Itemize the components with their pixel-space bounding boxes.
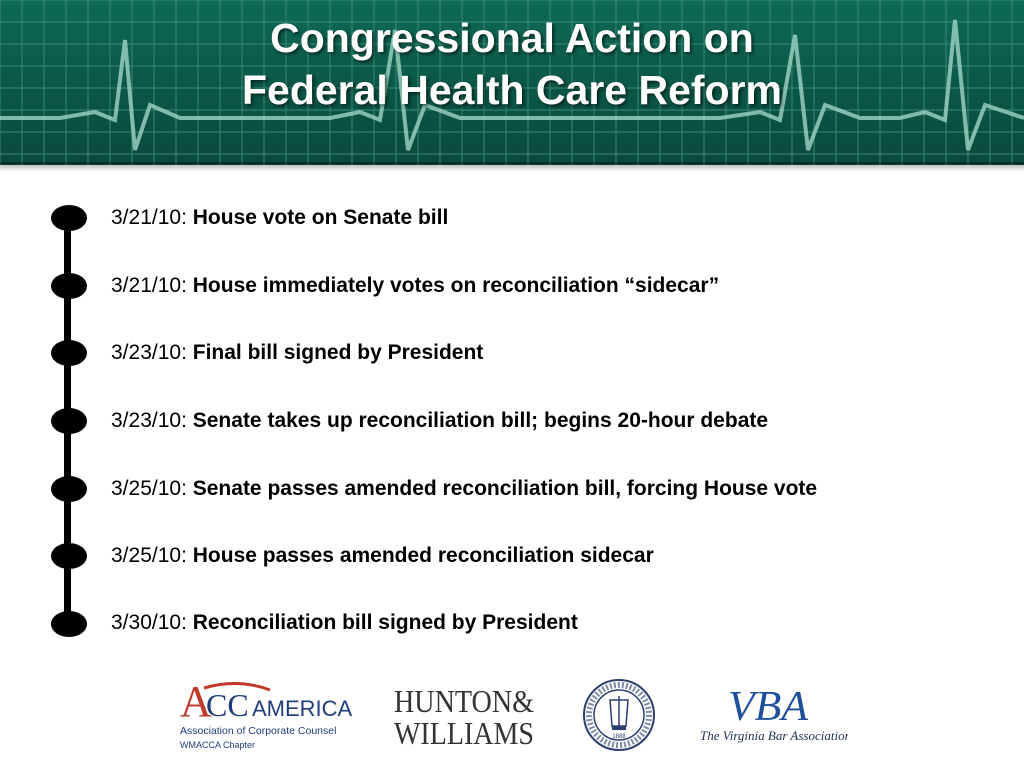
hunton-word: HUNTON& (394, 683, 535, 719)
event-description: House immediately votes on reconciliation “sidecar” (192, 274, 720, 297)
sponsor-logos (0, 670, 1024, 760)
timeline-event (111, 611, 578, 635)
event-date: 3/25/10: (111, 477, 187, 500)
event-date: 3/21/10: (111, 206, 187, 229)
timeline-event (111, 544, 654, 568)
williams-word: WILLIAMS (394, 715, 534, 751)
acc-america-logo (178, 678, 358, 754)
timeline-dot (51, 408, 87, 434)
vba-mark: VBA (728, 684, 809, 730)
header-shadow (0, 162, 1024, 172)
event-description: House vote on Senate bill (192, 206, 449, 229)
city-seal-icon (582, 678, 656, 752)
vba-logo (698, 678, 848, 758)
timeline-dot (51, 543, 87, 569)
acc-chapter: WMACCA Chapter (180, 740, 256, 750)
event-date: 3/30/10: (111, 611, 187, 634)
title-line-2: Federal Health Care Reform (241, 67, 782, 113)
vba-name: The Virginia Bar Association (700, 728, 848, 743)
event-description: Senate takes up reconciliation bill; begins 20-hour debate (192, 409, 769, 432)
hunton-williams-logo (394, 680, 544, 756)
timeline-event (111, 341, 483, 365)
event-date: 3/23/10: (111, 409, 187, 432)
event-date: 3/21/10: (111, 274, 187, 297)
acc-subtitle: Association of Corporate Counsel (180, 725, 337, 737)
title-line-1: Congressional Action on (270, 15, 754, 61)
header-banner (0, 0, 1024, 165)
acc-cc-letters: CC (206, 687, 249, 723)
event-description: Final bill signed by President (192, 341, 484, 364)
event-description: Senate passes amended reconciliation bill, forcing House vote (192, 477, 818, 500)
acc-america-word: AMERICA (252, 696, 353, 721)
timeline-dot (51, 273, 87, 299)
timeline-dot (51, 205, 87, 231)
timeline-event (111, 206, 448, 230)
timeline-event (111, 409, 768, 433)
acc-a-letter: A (180, 678, 212, 726)
page-title (0, 12, 1024, 116)
timeline-event (111, 477, 817, 501)
event-description: Reconciliation bill signed by President (192, 611, 578, 634)
timeline-dot (51, 476, 87, 502)
timeline-event (111, 274, 719, 298)
event-date: 3/23/10: (111, 341, 187, 364)
timeline-dot (51, 611, 87, 637)
seal-year: 1888 (612, 734, 626, 740)
event-date: 3/25/10: (111, 544, 187, 567)
timeline-dot (51, 340, 87, 366)
event-description: House passes amended reconciliation sidecar (192, 544, 654, 567)
